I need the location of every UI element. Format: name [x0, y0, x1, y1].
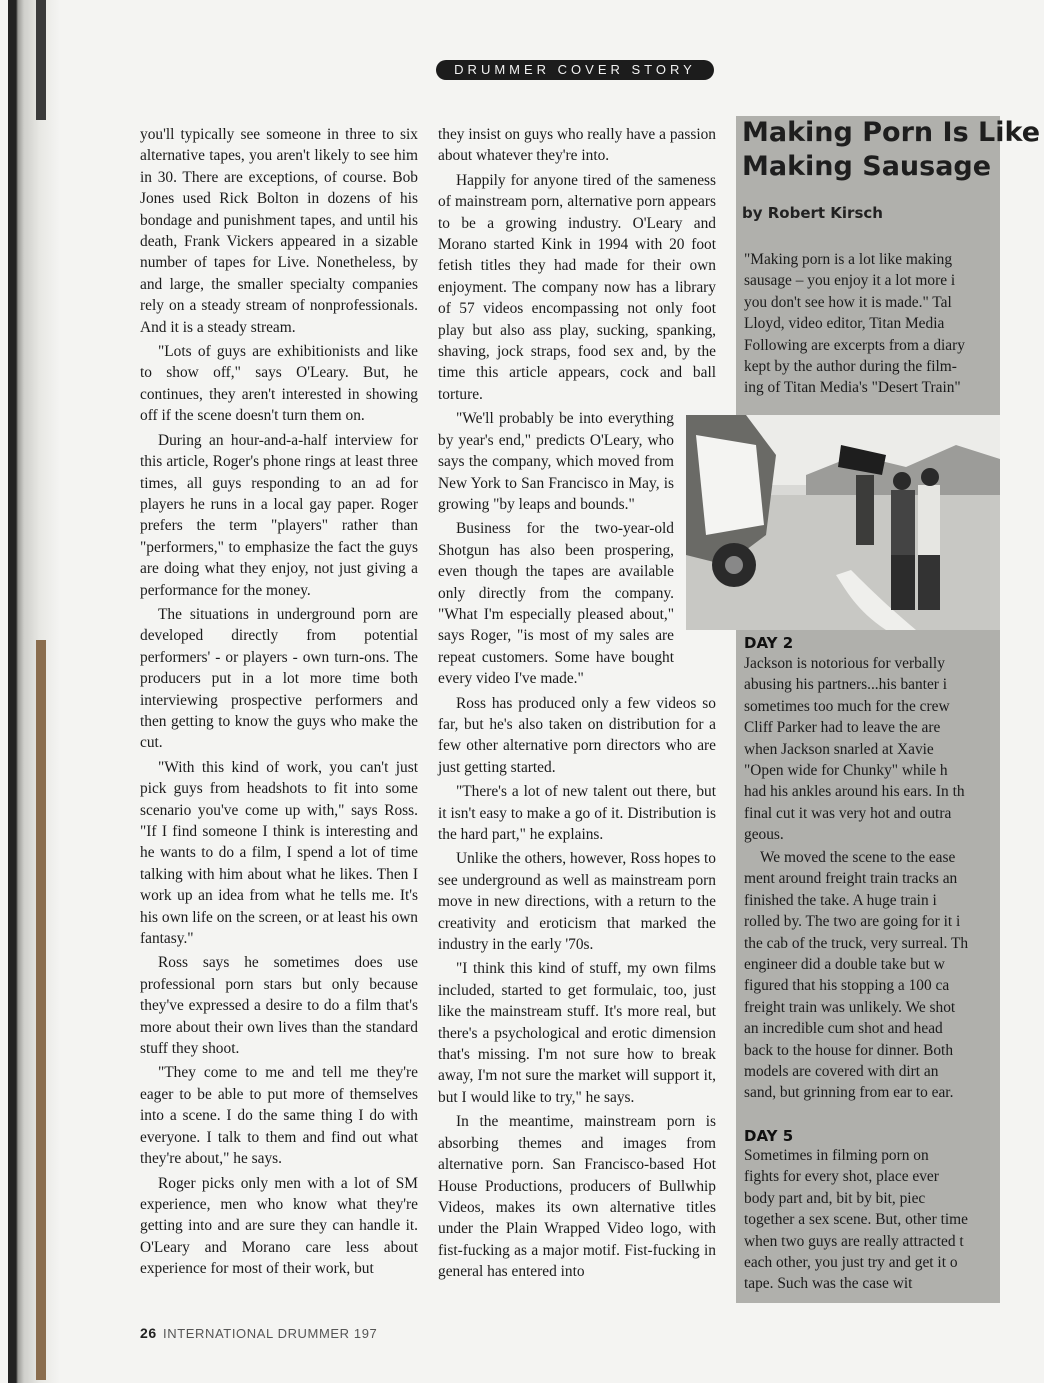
sidebar-line: Lloyd, video editor, Titan Media [744, 315, 945, 333]
article-column-1 [140, 124, 418, 1283]
sidebar-line: when Jackson snarled at Xavie [744, 740, 934, 758]
sidebar-line: you don't see how it is made." Tal [744, 293, 952, 311]
page-footer [140, 1325, 377, 1341]
sidebar-line: final cut it was very hot and outra [744, 804, 952, 822]
article-paragraph: "There's a lot of new talent out there, but it isn't easy to make a go of it. Distribution is the hard part," he explains. [438, 783, 716, 843]
article-column-2 [438, 124, 716, 1286]
sidebar-line: had his ankles around his ears. In th [744, 783, 965, 801]
sidebar-line: each other, you just try and get it o [744, 1254, 958, 1272]
article-paragraph: "With this kind of work, you can't just pick guys from headshots to fit into some scenario you've come up with," says Ross. "If I find someone I think is interesting and he wants to do a film, I spend a lot of time talking with him about what he likes. Then I work up an idea from what he tells me. It's his own life on the screen, or at least his own fantasy." [140, 758, 418, 948]
article-paragraph: Ross says he sometimes does use professional porn stars but only because they've expressed a desire to do a film that's more about their own lives than the standard stuff they shoot. [140, 954, 418, 1058]
sidebar-line: engineer did a double take but w [744, 956, 945, 974]
article-paragraph: Ross has produced only a few videos so far, but he's also taken on distribution for a few other alternative porn directors who are just getting started. [438, 694, 716, 776]
sidebar-line: freight train was unlikely. We shot [744, 998, 956, 1016]
sidebar-line: abusing his partners...his banter i [744, 676, 948, 694]
article-paragraph: "Lots of guys are exhibitionists and like to show off," says O'Leary. But, he continues, they aren't interested in showing off if the scene doesn't turn them on. [140, 343, 418, 425]
section-header: DRUMMER COVER STORY [436, 60, 714, 80]
binding-strip [36, 640, 46, 1380]
article-paragraph: During an hour-and-a-half interview for this article, Roger's phone rings at least three times, all guys responding to an ad for players he runs in a local gay paper. Roger prefers the term "players" rather than "performers," to emphasize the fact the guys are doing what they enjoy, not just giving a performance for the money. [140, 431, 418, 599]
sidebar-line: body part and, bit by bit, piec [744, 1189, 926, 1207]
article-paragraph: The situations in underground porn are developed directly from potential performers' - or players - own turn-ons. The producers put in a lot more time both interviewing prospective performers and then getting to know the guys who make the cut. [140, 605, 418, 752]
sidebar-line: Cliff Parker had to leave the are [744, 719, 941, 737]
sidebar-line: ment around freight train tracks an [744, 870, 958, 888]
sidebar-line: an incredible cum shot and head [744, 1020, 943, 1038]
sidebar-line: ing of Titan Media's "Desert Train" [744, 379, 961, 397]
sidebar-line: tape. Such was the case wit [744, 1275, 913, 1293]
article-paragraph: Business for the two-year-old Shotgun has also been prospering, even though the tapes are available only directly from the company. "What I'm especially pleased about," says Roger, "is most of my sales are repeat customers. Some have bought every video I've made." [438, 520, 674, 688]
sidebar-title [742, 116, 1040, 184]
sidebar-line: Jackson is notorious for verbally [744, 655, 945, 672]
sidebar-intro [744, 249, 1044, 399]
sidebar-line: We moved the scene to the ease [760, 849, 956, 866]
sidebar-box [736, 116, 1041, 1303]
article-paragraph: Roger picks only men with a lot of SM experience, men who know what they're getting into and are sure they can handle it. O'Leary and Morano care less about experience for most of their work, but [140, 1174, 418, 1278]
sidebar-line: when two guys are really attracted t [744, 1232, 964, 1250]
sidebar-line: geous. [744, 826, 784, 844]
sidebar-line: models are covered with dirt an [744, 1063, 939, 1081]
article-paragraph: Unlike the others, however, Ross hopes to see underground as well as mainstream porn move in new directions, with a return to the creativity and eroticism that marked the industry in the early '70s. [438, 850, 716, 954]
sidebar-line: the cab of the truck, very surreal. Th [744, 934, 969, 952]
sidebar-line: together a sex scene. But, other time [744, 1211, 968, 1229]
sidebar-photo [686, 415, 1000, 630]
sidebar-line: sometimes too much for the crew [744, 697, 950, 715]
publication-name: INTERNATIONAL DRUMMER 197 [163, 1326, 378, 1341]
sidebar-title-line: Making Porn Is Like [742, 117, 1041, 148]
sidebar-line: figured that his stopping a 100 ca [744, 977, 950, 995]
sidebar-line: rolled by. The two are going for it i [744, 913, 961, 931]
sidebar-day2-continued [744, 847, 1044, 1104]
article-paragraph: "I think this kind of stuff, my own films included, started to get formulaic, too, just like the mainstream stuff. It's more real, but there's a psychological and erotic dimension that's missing. I'm not sure how to break away, I'm not sure the market will support it, but I would like to try," he says. [438, 960, 716, 1106]
binding-edge [0, 0, 60, 1383]
binding-strip [36, 0, 46, 120]
sidebar-line: "Open wide for Chunky" while h [744, 762, 948, 780]
day-heading: DAY 2 [744, 634, 794, 652]
sidebar-line: kept by the author during the film- [744, 358, 957, 376]
sidebar-line: "Making porn is a lot like making [744, 251, 953, 268]
article-paragraph: In the meantime, mainstream porn is absorbing themes and images from alternative porn. San Francisco-based Hot House Productions, producers of Bullwhip Videos, makes its own alternative titles under the Plain Wrapped Video logo, with fist-fucking as a major motif. Fist-fucking in general has entered into [438, 1113, 716, 1281]
article-paragraph: "They come to me and tell me they're eager to be able to put more of themselves into a scene. I do the same thing I do with everyone. I talk to them and find out what they're about," he says. [140, 1064, 418, 1168]
sidebar-line: Sometimes in filming porn on [744, 1147, 929, 1164]
sidebar-byline: by Robert Kirsch [742, 204, 883, 222]
article-paragraph: you'll typically see someone in three to six alternative tapes, you aren't likely to see him in 30. There are exceptions, of course. Bob Jones used Rick Bolton in dozens of his bondage and punishment tapes, and until his death, Frank Vickers appeared in a sizable number of tapes for Live. Nonetheless, by and large, the smaller specialty companies rely on a steady stream of nonprofessionals. And it is a steady stream. [140, 126, 418, 336]
article-paragraph: "We'll probably be into everything by year's end," predicts O'Leary, who says the company, which moved from New York to San Francisco in May, is growing "by leaps and bounds." [438, 410, 674, 513]
sidebar-title-line: Making Sausage [742, 151, 992, 182]
sidebar-day2-text [744, 653, 1044, 846]
article-paragraph: Happily for anyone tired of the sameness of mainstream porn, alternative porn appears to be a growing industry. O'Leary and Morano started Kink in 1994 with 20 foot fetish titles they had made for their own enjoyment. The company now has a library of 57 videos encompassing not only foot play but also ass play, sucking, spanking, shaving, jock straps, food sex and, by the time this article appears, cock and ball torture. [438, 171, 716, 403]
sidebar-line: fights for every shot, place ever [744, 1168, 939, 1186]
sidebar-line: Following are excerpts from a diary [744, 336, 965, 354]
sidebar-line: back to the house for dinner. Both [744, 1041, 954, 1059]
sidebar-line: finished the take. A huge train i [744, 891, 937, 909]
sidebar-line: sausage – you enjoy it a lot more i [744, 272, 956, 290]
article-paragraph: they insist on guys who really have a passion about whatever they're into. [438, 126, 716, 165]
day-heading: DAY 5 [744, 1127, 794, 1145]
desert-scene-photo [686, 415, 1000, 630]
sidebar-day5-text [744, 1145, 1044, 1295]
page-number: 26 [140, 1325, 157, 1341]
sidebar-line: sand, but grinning from ear to ear. [744, 1084, 954, 1102]
